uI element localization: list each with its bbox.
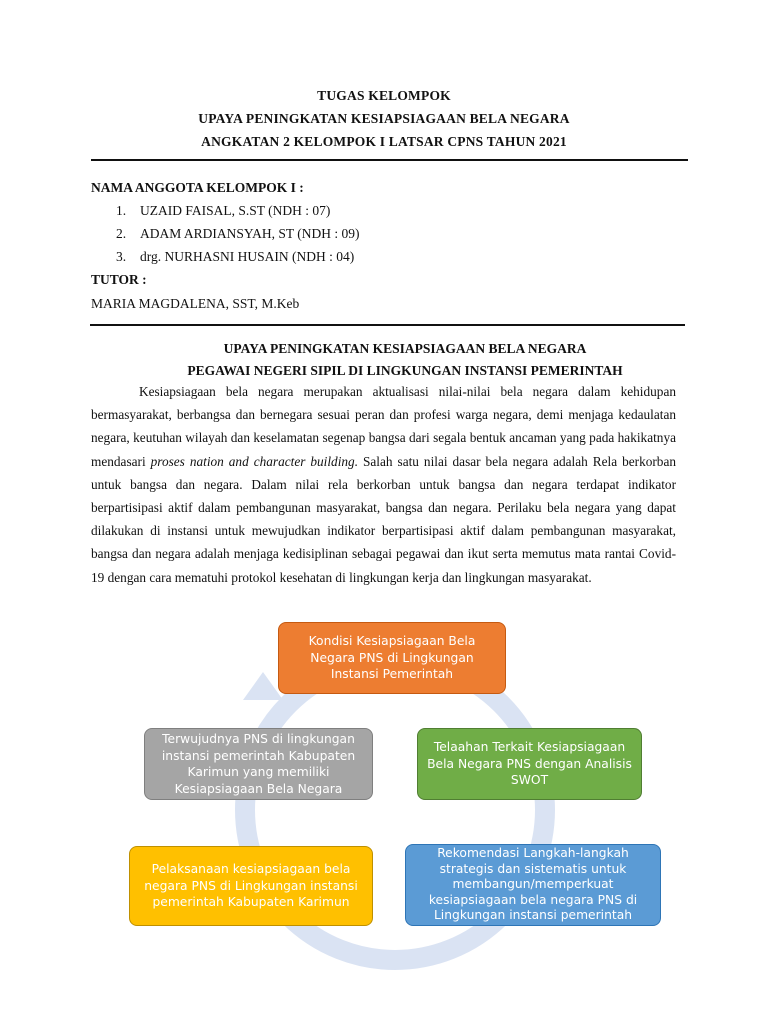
members-label: NAMA ANGGOTA KELOMPOK I : <box>91 180 304 195</box>
section-heading: UPAYA PENINGKATAN KESIAPSIAGAAN BELA NEGARA <box>223 341 587 356</box>
doc-subtitle-2: ANGKATAN 2 KELOMPOK I LATSAR CPNS TAHUN 2021 <box>201 134 567 149</box>
body-text-a: Kesiapsiagaan bela negara merupakan aktualisasi nilai-nilai bela negara dalam kehidupan bermasyarakat, berbangsa dan bernegara sesuai peran dan profesi warga negara, demi menjaga kedaulatan negara, keutuhan wilayah dan keselamatan segenap bangsa dari segala bentuk ancaman yang pada hakikatnya mendasari <box>91 384 676 469</box>
body-text-b: Salah satu nilai dasar bela negara adalah Rela berkorban untuk bangsa dan negara. Dalam nilai rela berkorban untuk bangsa dan negara terdapat indikator berpartisipasi aktif dalam pembangunan masyarakat, bangsa dan negara. Perilaku bela negara yang dapat dilakukan di instansi untuk mewujudkan indikator berpartisipasi aktif dalam pembangunan masyarakat, bangsa dan negara adalah menjaga kedisiplinan sebagai pegawai dan ikut serta memutus mata rantai Covid-19 dengan cara mematuhi protokol kesehatan di lingkungan kerja dan lingkungan masyarakat. <box>91 453 676 585</box>
member-name: drg. NURHASNI HUSAIN (NDH : 04) <box>140 249 355 264</box>
cycle-arrow-head <box>243 672 283 700</box>
member-name: ADAM ARDIANSYAH, ST (NDH : 09) <box>140 226 360 241</box>
doc-subtitle: UPAYA PENINGKATAN KESIAPSIAGAAN BELA NEGARA <box>198 111 570 126</box>
member-number: 1. <box>116 203 127 218</box>
cycle-box-kondisi: Kondisi Kesiapsiagaan Bela Negara PNS di Lingkungan Instansi Pemerintah <box>278 622 506 694</box>
cycle-box-terwujudnya: Terwujudnya PNS di lingkungan instansi pemerintah Kabupaten Karimun yang memiliki Kesiapsiagaan Bela Negara <box>144 728 373 800</box>
doc-title: TUGAS KELOMPOK <box>317 88 451 103</box>
section-subheading: PEGAWAI NEGERI SIPIL DI LINGKUNGAN INSTANSI PEMERINTAH <box>187 363 623 378</box>
tutor-label: TUTOR : <box>91 272 147 287</box>
cycle-box-pelaksanaan: Pelaksanaan kesiapsiagaan bela negara PNS di Lingkungan instansi pemerintah Kabupaten Karimun <box>129 846 373 926</box>
cycle-box-telaahan: Telaahan Terkait Kesiapsiagaan Bela Negara PNS dengan Analisis SWOT <box>417 728 642 800</box>
member-name: UZAID FAISAL, S.ST (NDH : 07) <box>140 203 331 218</box>
body-text-italic: proses nation and character building. <box>150 453 359 469</box>
member-number: 3. <box>116 249 127 264</box>
member-number: 2. <box>116 226 127 241</box>
cycle-box-rekomendasi: Rekomendasi Langkah-langkah strategis dan sistematis untuk membangun/memperkuat kesiapsiagaan bela negara PNS di Lingkungan instansi pemerintah <box>405 844 661 926</box>
tutor-name: MARIA MAGDALENA, SST, M.Keb <box>91 296 300 311</box>
